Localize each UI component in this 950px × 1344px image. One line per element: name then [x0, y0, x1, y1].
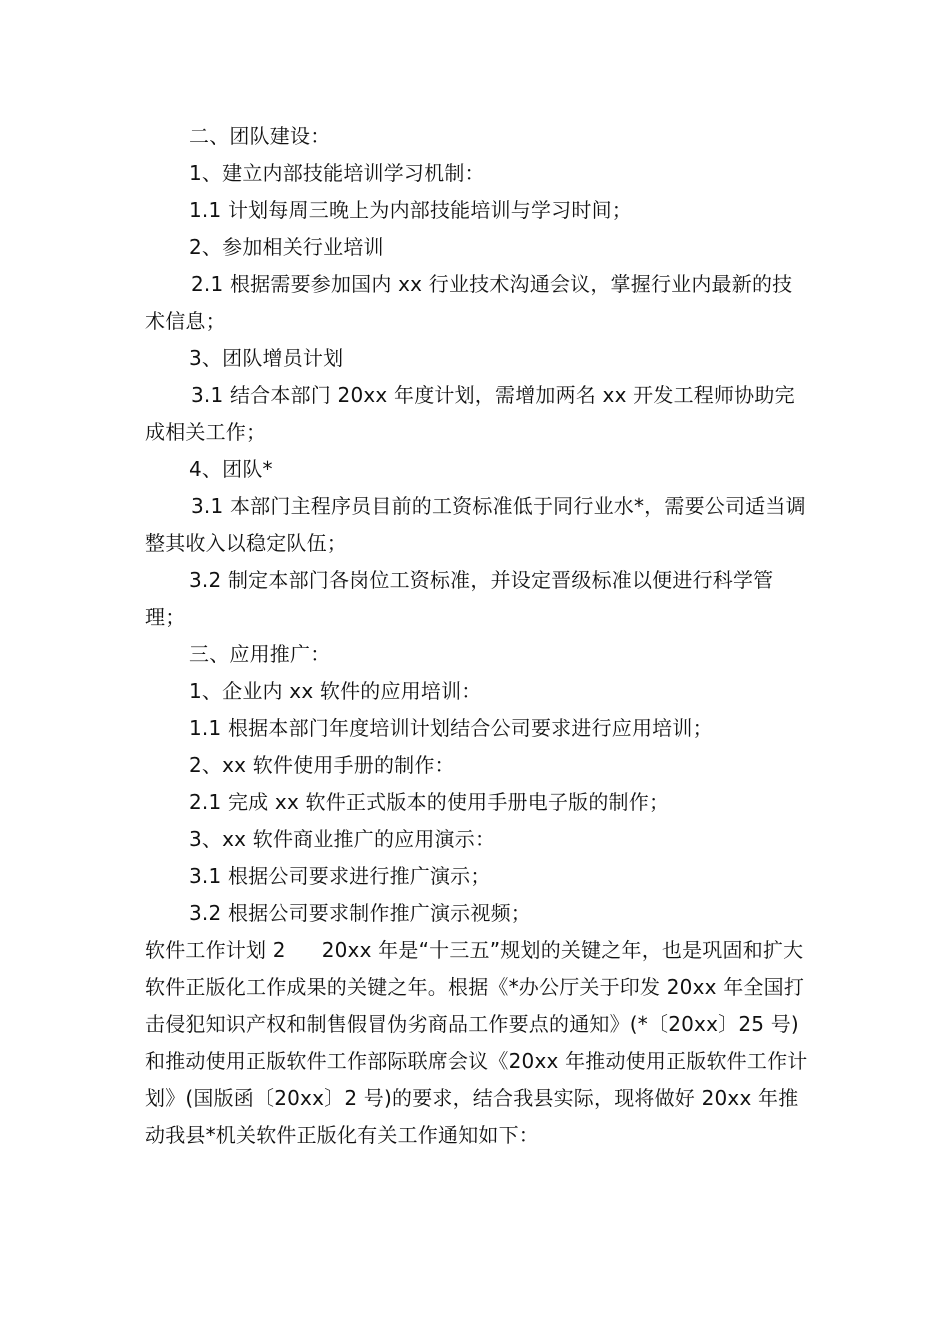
- section-heading-team-building: 二、团队建设：: [189, 124, 331, 148]
- item-4-3-1: 3.1 本部门主程序员目前的工资标准低于同行业水*，需要公司适当调整其收入以稳定队伍；: [145, 494, 806, 555]
- item-1: 1、建立内部技能培训学习机制：: [189, 161, 485, 185]
- app-item-3-2: 3.2 根据公司要求制作推广演示视频；: [189, 901, 531, 925]
- plan-2-paragraph: [145, 932, 810, 1154]
- section-heading-application: 三、应用推广：: [189, 642, 331, 666]
- app-item-2-1: 2.1 完成 xx 软件正式版本的使用手册电子版的制作；: [189, 790, 670, 814]
- app-item-3-1: 3.1 根据公司要求进行推广演示；: [189, 864, 491, 888]
- item-2: 2、参加相关行业培训: [189, 235, 384, 259]
- plan-2-heading: 软件工作计划 2: [145, 938, 286, 962]
- item-3-1: 3.1 结合本部门 20xx 年度计划，需增加两名 xx 开发工程师协助完成相关工作；: [145, 383, 795, 444]
- plan-2-body: 20xx 年是“十三五”规划的关键之年，也是巩固和扩大软件正版化工作成果的关键之年。根据《*办公厅关于印发 20xx 年全国打击侵犯知识产权和制售假冒伪劣商品工作要点的通知》(*〔20xx〕25 号)和推动使用正版软件工作部际联席会议《20xx 年推动使用正版软件工作计划》(国版函〔20xx〕2 号)的要求，结合我县实际，现将做好 20xx 年推动我县*机关软件正版化有关工作通知如下：: [145, 938, 808, 1147]
- item-2-1: 2.1 根据需要参加国内 xx 行业技术沟通会议，掌握行业内最新的技术信息；: [145, 272, 793, 333]
- item-4: 4、团队*: [189, 457, 273, 481]
- app-item-2: 2、xx 软件使用手册的制作：: [189, 753, 455, 777]
- app-item-3: 3、xx 软件商业推广的应用演示：: [189, 827, 496, 851]
- item-4-3-2: 3.2 制定本部门各岗位工资标准，并设定晋级标准以便进行科学管理；: [145, 568, 774, 629]
- app-item-1: 1、企业内 xx 软件的应用培训：: [189, 679, 482, 703]
- item-3: 3、团队增员计划: [189, 346, 344, 370]
- item-1-1: 1.1 计划每周三晚上为内部技能培训与学习时间；: [189, 198, 632, 222]
- document-body: [145, 118, 810, 1154]
- app-item-1-1: 1.1 根据本部门年度培训计划结合公司要求进行应用培训；: [189, 716, 713, 740]
